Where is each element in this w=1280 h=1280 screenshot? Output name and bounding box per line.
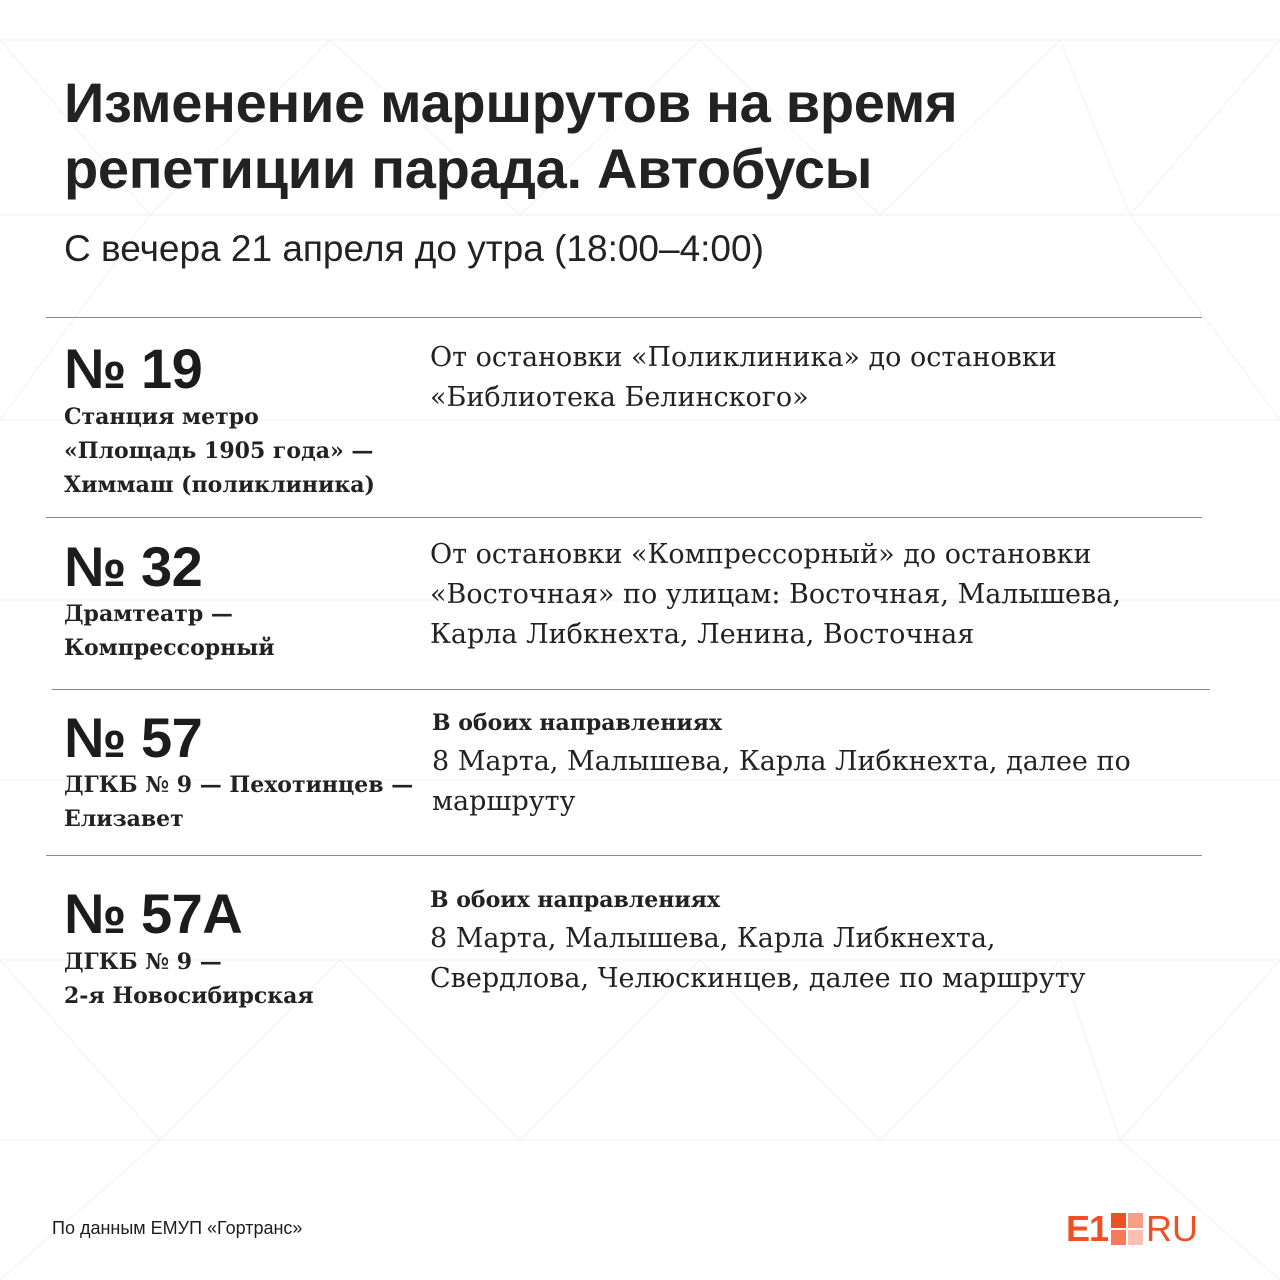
route-path-line: «Площадь 1905 года» — <box>64 438 374 464</box>
route-description-57 <box>432 742 1202 822</box>
title-line-1: Изменение маршрутов на время <box>64 71 958 134</box>
route-description-line: Свердлова, Челюскинцев, далее по маршруту <box>430 963 1086 994</box>
route-number-32: № 32 <box>64 535 203 598</box>
route-path-57a <box>64 945 419 1013</box>
route-description-32 <box>430 535 1200 655</box>
divider-2 <box>52 689 1210 690</box>
route-path-line: Станция метро <box>64 404 259 430</box>
route-path-line: Драмтеатр — <box>64 601 233 627</box>
route-number-57a: № 57А <box>64 882 243 945</box>
route-description-line: «Восточная» по улицам: Восточная, Малышева, <box>430 579 1121 610</box>
divider-3 <box>46 855 1202 856</box>
route-direction-heading-57a: В обоих направлениях <box>430 887 721 913</box>
route-path-57 <box>64 768 419 836</box>
e1-logo <box>1066 1207 1198 1251</box>
route-description-line: От остановки «Компрессорный» до остановки <box>430 539 1092 570</box>
route-number-19: № 19 <box>64 337 203 400</box>
route-path-line: Химмаш (поликлиника) <box>64 472 375 498</box>
route-description-line: маршруту <box>432 786 576 817</box>
route-direction-heading-57: В обоих направлениях <box>432 710 723 736</box>
route-description-line: Карла Либкнехта, Ленина, Восточная <box>430 619 975 650</box>
route-path-line: Елизавет <box>64 806 184 832</box>
route-description-line: От остановки «Поликлиника» до остановки <box>430 342 1057 373</box>
route-path-line: 2-я Новосибирская <box>64 983 314 1009</box>
title-line-2: репетиции парада. Автобусы <box>64 137 873 200</box>
route-path-32 <box>64 597 419 665</box>
page-title <box>64 70 1164 202</box>
divider-top <box>46 317 1202 318</box>
source-note: По данным ЕМУП «Гортранс» <box>52 1218 303 1238</box>
logo-ru-text: RU <box>1146 1208 1199 1249</box>
route-path-19 <box>64 400 419 502</box>
route-description-line: 8 Марта, Малышева, Карла Либкнехта, далее по <box>432 746 1131 777</box>
route-path-line: ДГКБ № 9 — Пехотинцев — <box>64 772 414 798</box>
divider-1 <box>46 517 1202 518</box>
page-subtitle: С вечера 21 апреля до утра (18:00–4:00) <box>64 228 764 269</box>
logo-e1-text: E1 <box>1066 1208 1109 1249</box>
route-path-line: Компрессорный <box>64 635 275 661</box>
route-description-57a <box>430 919 1200 999</box>
route-description-line: 8 Марта, Малышева, Карла Либкнехта, <box>430 923 996 954</box>
route-number-57: № 57 <box>64 706 203 769</box>
logo-squares-icon <box>1111 1213 1143 1245</box>
route-path-line: ДГКБ № 9 — <box>64 949 222 975</box>
route-description-19 <box>430 338 1200 418</box>
route-description-line: «Библиотека Белинского» <box>430 382 809 413</box>
